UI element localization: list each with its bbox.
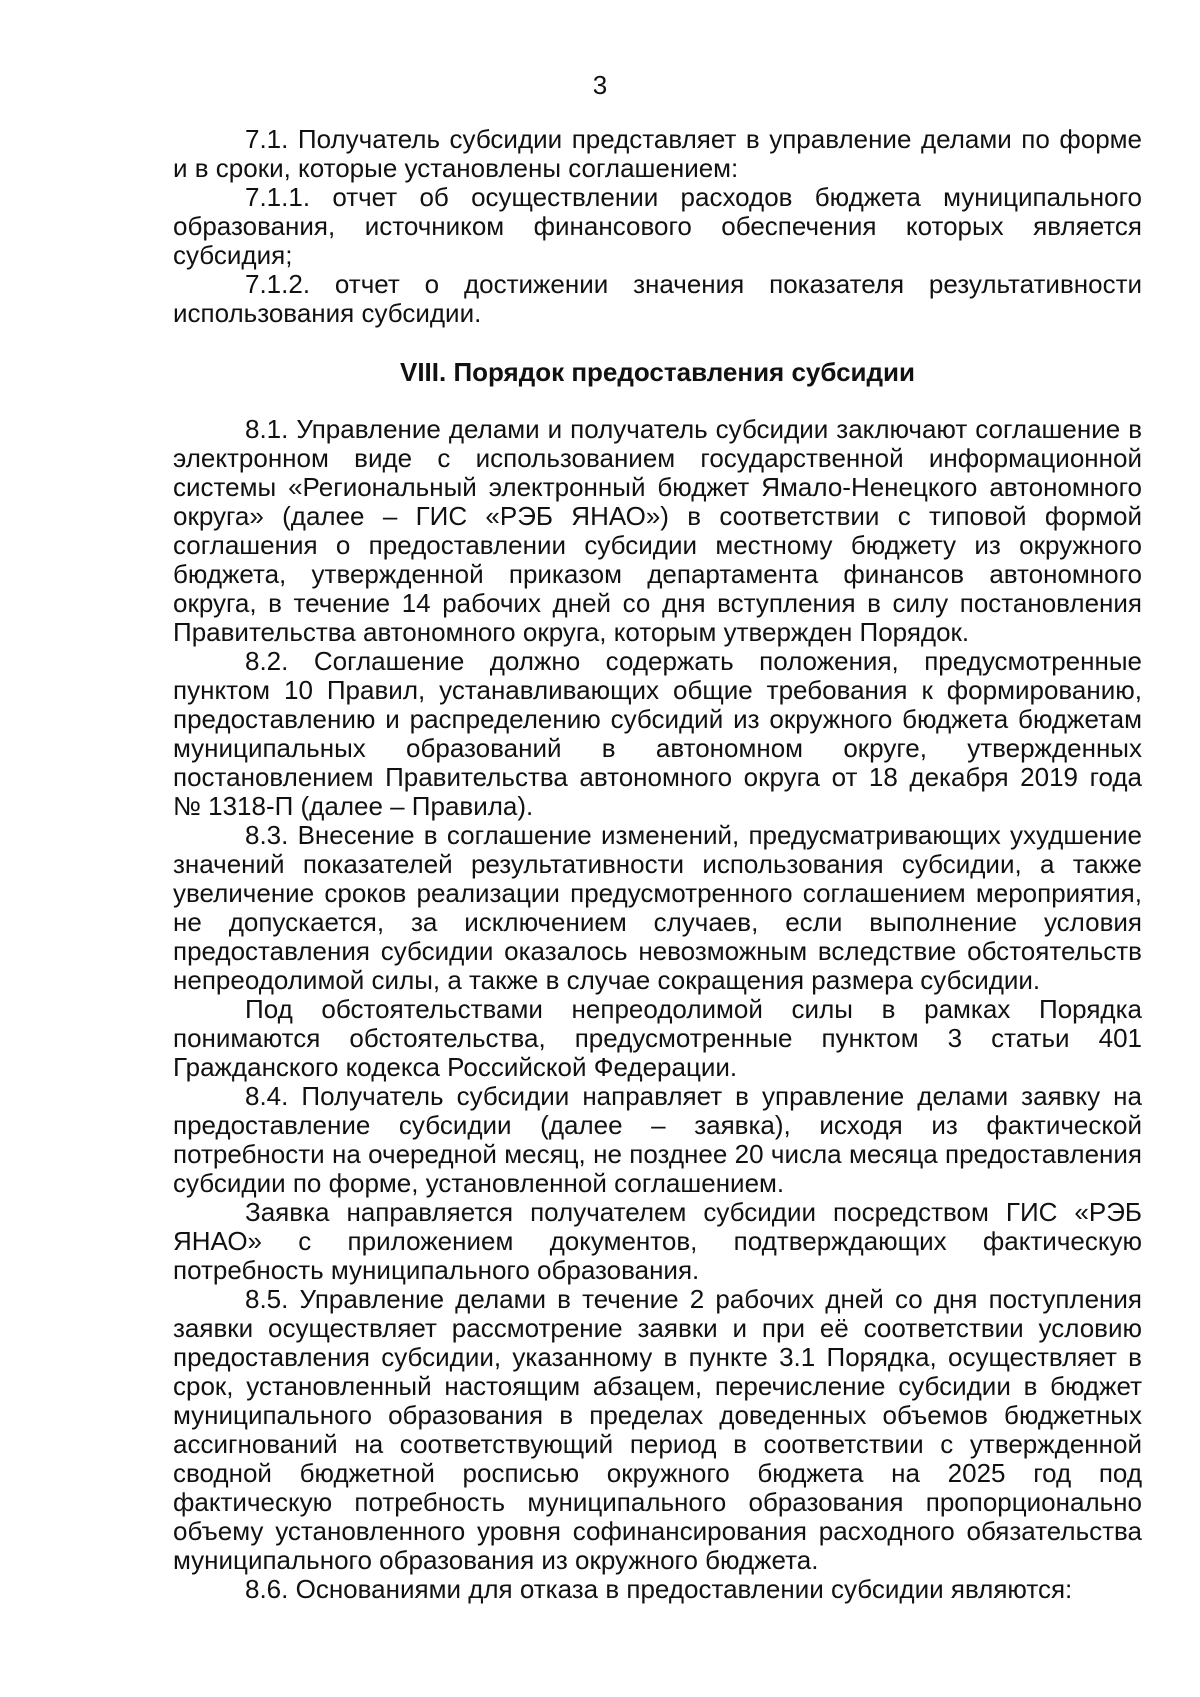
- page-number: 3: [592, 70, 608, 100]
- paragraph-8-5: 8.5. Управление делами в течение 2 рабочих дней со дня поступления заявки осуществляет рассмотрение заявки и при её соответствии условию предоставления субсидии, указанному в пункте 3.1 Порядка, осуществляет в срок, установленный настоящим абзацем, перечисление субсидии в бюджет муниципального образования в пределах доведенных объемов бюджетных ассигнований на соответствующий период в соответствии с утвержденной сводной бюджетной росписью окружного бюджета на 2025 год под фактическую потребность муниципального образования пропорционально объему установленного уровня софинансирования расходного обязательства муниципального образования из окружного бюджета.: [173, 1284, 1142, 1575]
- paragraph-8-4: 8.4. Получатель субсидии направляет в управление делами заявку на предоставление субсидии (далее – заявка), исходя из фактической потребности на очередной месяц, не позднее 20 числа месяца предоставления субсидии по форме, установленной соглашением.: [173, 1081, 1142, 1198]
- paragraph-8-3-force-majeure: Под обстоятельствами непреодолимой силы в рамках Порядка понимаются обстоятельства, предусмотренные пунктом 3 статьи 401 Гражданского кодекса Российской Федерации.: [173, 994, 1142, 1082]
- paragraph-8-3: 8.3. Внесение в соглашение изменений, предусматривающих ухудшение значений показателей результативности использования субсидии, а также увеличение сроков реализации предусмотренного соглашением мероприятия, не допускается, за исключением случаев, если выполнение условия предоставления субсидии оказалось невозможным вследствие обстоятельств непреодолимой силы, а также в случае сокращения размера субсидии.: [173, 820, 1142, 995]
- paragraph-8-1: 8.1. Управление делами и получатель субсидии заключают соглашение в электронном виде с использованием государственной информационной системы «Региональный электронный бюджет Ямало-Ненецкого автономного округа» (далее – ГИС «РЭБ ЯНАО») в соответствии с типовой формой соглашения о предоставлении субсидии местному бюджету из окружного бюджета, утвержденной приказом департамента финансов автономного округа, в течение 14 рабочих дней со дня вступления в силу постановления Правительства автономного округа, которым утвержден Порядок.: [173, 414, 1142, 647]
- paragraph-8-4-application: Заявка направляется получателем субсидии посредством ГИС «РЭБ ЯНАО» с приложением документов, подтверждающих фактическую потребность муниципального образования.: [173, 1197, 1142, 1285]
- paragraph-7-1: 7.1. Получатель субсидии представляет в управление делами по форме и в сроки, которые установлены соглашением:: [173, 124, 1142, 183]
- document-body: [173, 125, 1142, 1604]
- section-heading-viii: VIII. Порядок предоставления субсидии: [399, 357, 915, 387]
- paragraph-8-2: 8.2. Соглашение должно содержать положения, предусмотренные пунктом 10 Правил, устанавливающих общие требования к формированию, предоставлению и распределению субсидий из окружного бюджета бюджетам муниципальных образований в автономном округе, утвержденных постановлением Правительства автономного округа от 18 декабря 2019 года № 1318-П (далее – Правила).: [173, 646, 1142, 821]
- paragraph-8-6: 8.6. Основаниями для отказа в предоставлении субсидии являются:: [245, 1574, 1073, 1604]
- paragraph-7-1-2: 7.1.2. отчет о достижении значения показателя результативности использования субсидии.: [173, 269, 1142, 328]
- paragraph-7-1-1: 7.1.1. отчет об осуществлении расходов бюджета муниципального образования, источником финансового обеспечения которых является субсидия;: [173, 182, 1142, 270]
